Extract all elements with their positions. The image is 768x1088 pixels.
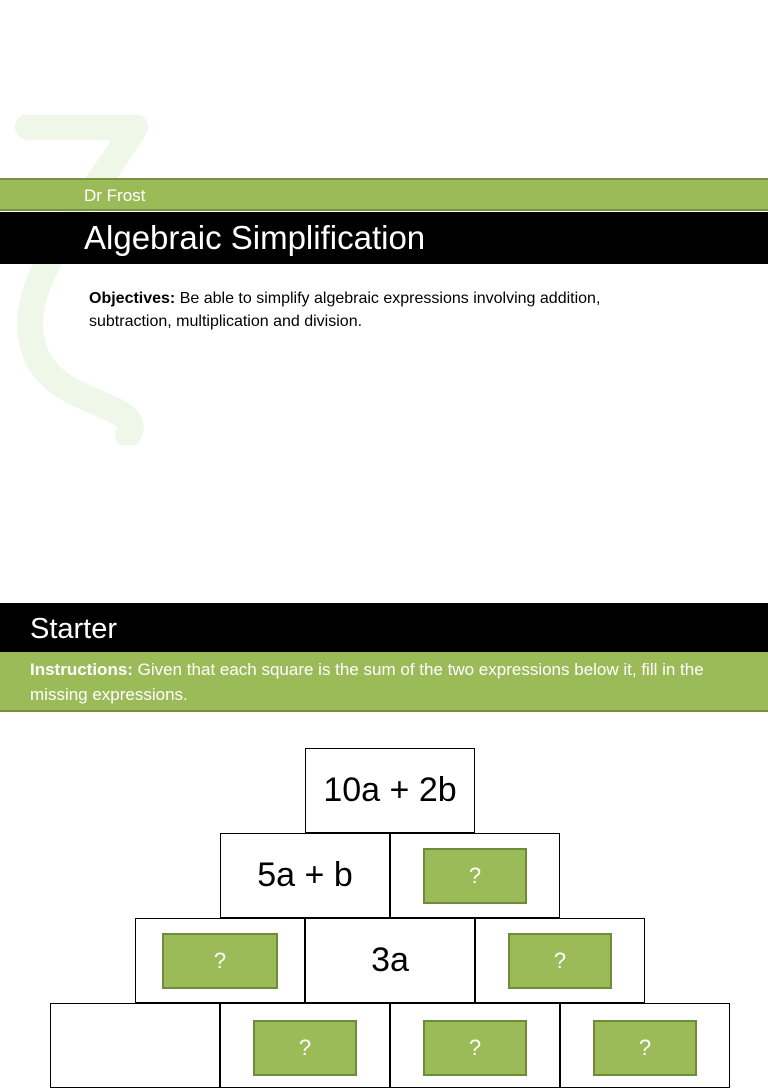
reveal-answer-button[interactable]: ?	[593, 1020, 697, 1076]
objectives-text	[89, 287, 609, 333]
objectives-label: Objectives:	[89, 290, 176, 307]
reveal-answer-button[interactable]: ?	[423, 1020, 527, 1076]
instructions-body: Given that each square is the sum of the two expressions below it, fill in the missing expressions.	[30, 660, 704, 704]
reveal-answer-button[interactable]: ?	[508, 933, 612, 989]
author-label: Dr Frost	[84, 186, 146, 205]
pyramid-cell-r4-c2	[220, 1003, 390, 1088]
pyramid-cell-top: 10a + 2b	[305, 748, 475, 833]
page-title: Algebraic Simplification	[84, 219, 426, 256]
reveal-answer-button[interactable]: ?	[423, 848, 527, 904]
pyramid-cell-r3-c3	[475, 918, 645, 1003]
instructions-label: Instructions:	[30, 660, 133, 679]
objectives-body: Be able to simplify algebraic expressions involving addition, subtraction, multiplication and division.	[89, 290, 601, 330]
pyramid-cell-r2-c1: 5a + b	[220, 833, 390, 918]
pyramid-cell-r3-c2: 3a	[305, 918, 475, 1003]
reveal-answer-button[interactable]: ?	[253, 1020, 357, 1076]
pyramid-cell-r4-c4	[560, 1003, 730, 1088]
pyramid-cell-r3-c1	[135, 918, 305, 1003]
starter-heading: Starter	[30, 613, 118, 645]
instructions-text	[30, 657, 752, 707]
reveal-answer-button[interactable]: ?	[162, 933, 278, 989]
pyramid-cell-r4-c1	[50, 1003, 220, 1088]
pyramid-cell-r4-c3	[390, 1003, 560, 1088]
zeta-watermark-icon	[0, 115, 160, 445]
pyramid-cell-r2-c2	[390, 833, 560, 918]
